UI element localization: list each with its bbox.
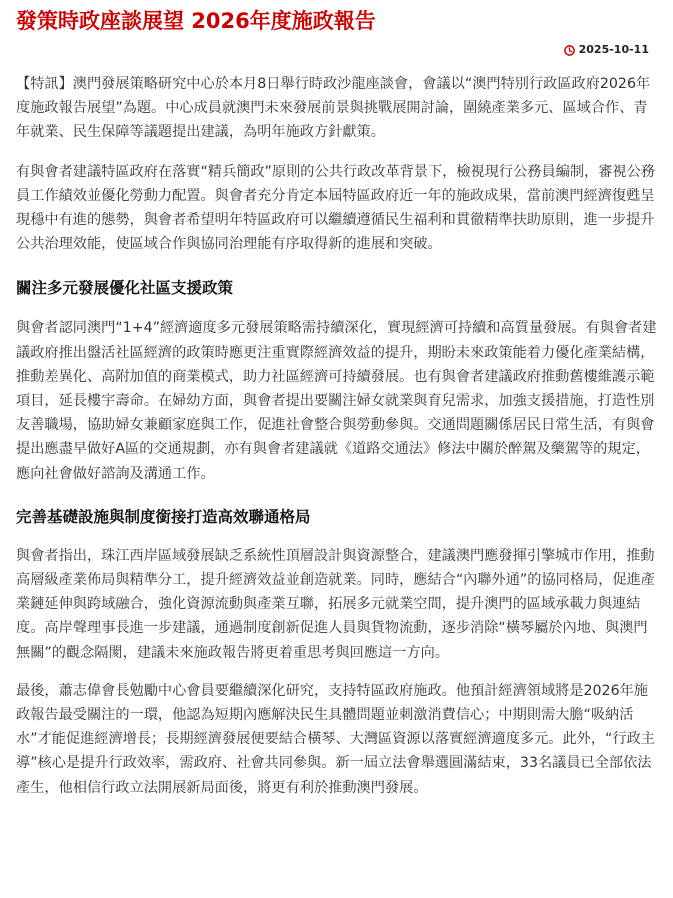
clock-icon [564, 45, 575, 56]
paragraph-infrastructure: 與會者指出，珠江西岸區域發展缺乏系統性頂層設計與資源整合，建議澳門應發揮引擎城市作用，推動高層級產業佈局與精準分工，提升經濟效益並創造就業。同時，應結合“內聯外通”的協同格局，促進產業鏈延伸與跨域融合，強化資源流動與產業互聯，拓展多元就業空間，提升澳門的區域承載力與連結度。高岸聲理事長進一步建議，通過制度創新促進人員與貨物流動，逐步消除“橫琴屬於內地、與澳門無關”的觀念隔閡，建議未來施政報告將更着重思考與回應這一方向。 [16, 547, 655, 661]
paragraph-intro: 【特訊】澳門發展策略研究中心於本月8日舉行時政沙龍座談會，會議以“澳門特別行政區政府2026年度施政報告展望”為題。中心成員就澳門未來發展前景與挑戰展開討論，圍繞產業多元、區域合作、青年就業、民生保障等議題提出建議，為明年施政方針獻策。 [16, 76, 651, 141]
article-title: 發策時政座談展望 2026年度施政報告 [16, 9, 376, 33]
date-row [16, 41, 657, 59]
paragraph-conclusion: 最後，蕭志偉會長勉勵中心會員要繼續深化研究，支持特區政府施政。他預計經濟領域將是2026年施政報告最受關注的一環，他認為短期內應解決民生具體問題並刺激消費信心；中期則需大膽“吸納活水”才能促進經濟增長；長期經濟發展便要結合橫琴、大灣區資源以落實經濟適度多元。此外，“行政主導”核心是提升行政效率，需政府、社會共同參與。新一屆立法會舉選圓滿結束，33名議員已全部依法產生，他相信行政立法開展新局面後，將更有利於推動澳門發展。 [16, 682, 655, 796]
paragraph-diversification: 與會者認同澳門“1+4”經濟適度多元發展策略需持續深化，實現經濟可持續和高質量發展。有與會者建議政府推出盤活社區經濟的政策時應更注重實際經濟效益的提升，期盼未來政策能着力優化產業結構，推動差異化、高附加值的商業模式，助力社區經濟可持續發展。也有與會者建議政府推動舊樓維護示範項目，延長樓宇壽命。在婦幼方面，與會者提出要關注婦女就業與育兒需求，加強支援措施，打造性別友善職場，協助婦女兼顧家庭與工作，促進社會整合與勞動參與。交通問題關係居民日常生活，有與會提出應盡早做好A區的交通規劃，亦有與會者建議就《道路交通法》修法中關於醉駕及藥駕等的規定，應向社會做好諮詢及溝通工作。 [16, 320, 657, 482]
section-heading-diversification: 關注多元發展優化社區支援政策 [16, 279, 234, 298]
section-heading-infrastructure: 完善基礎設施與制度銜接打造高效聯通格局 [16, 507, 311, 526]
publish-date: 2025-10-11 [578, 43, 649, 56]
paragraph-reform: 有與會者建議特區政府在落實“精兵簡政”原則的公共行政改革背景下，檢視現行公務員編制，審視公務員工作績效並優化勞動力配置。與會者充分肯定本屆特區政府近一年的施政成果，當前澳門經濟復甦呈現穩中有進的態勢，與會者希望明年特區政府可以繼續遵循民生福利和貫徹精準扶助原則，進一步提升公共治理效能，使區域合作與協同治理能有序取得新的進展和突破。 [16, 163, 655, 253]
